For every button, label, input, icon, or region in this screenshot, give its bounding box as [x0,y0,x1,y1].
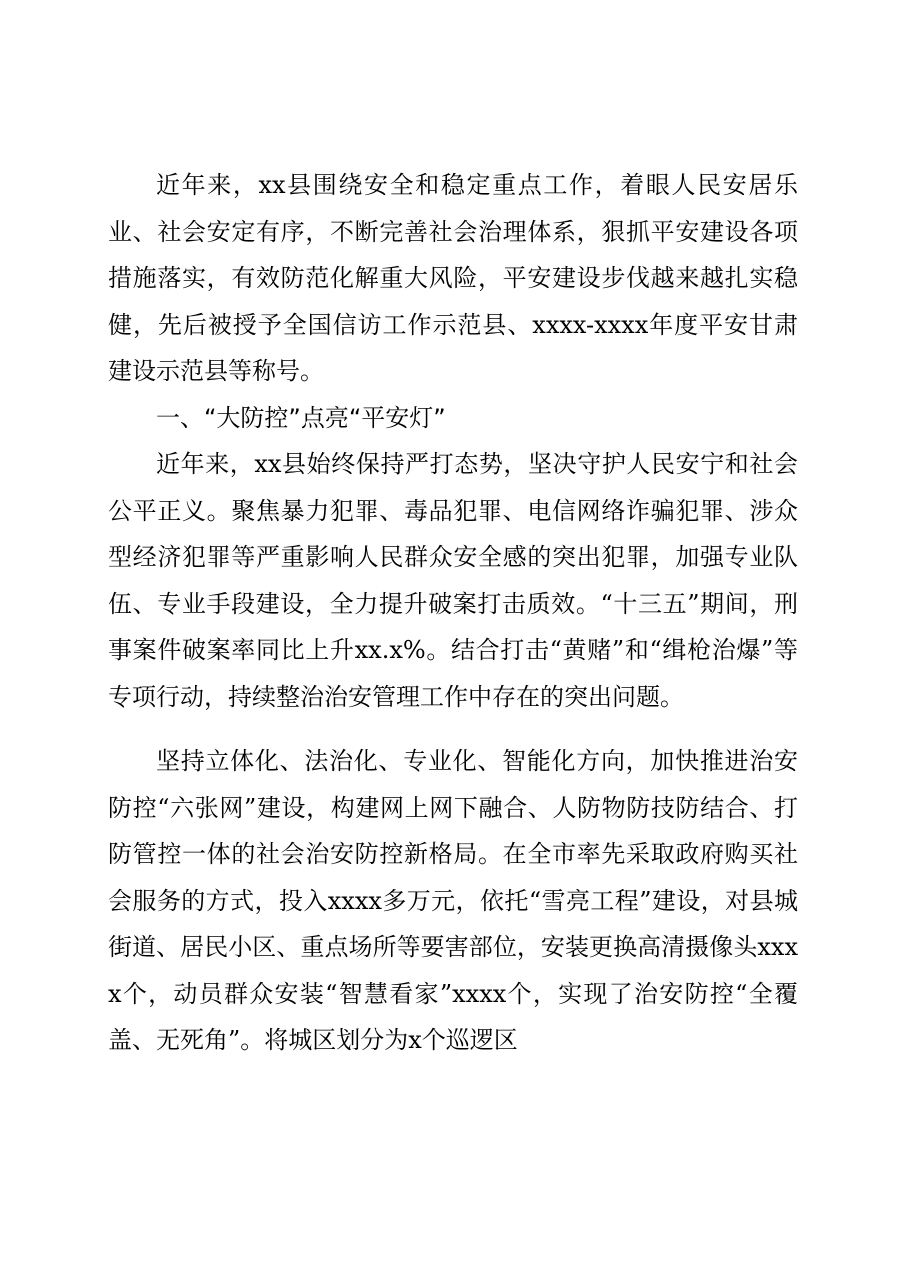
intro-paragraph: 近年来，xx县围绕安全和稳定重点工作，着眼人民安居乐业、社会安定有序，不断完善社会治理体系，狠抓平安建设各项措施落实，有效防范化解重大风险，平安建设步伐越来越扎实稳健，先后被授予全国信访工作示范县、xxxx-xxxx年度平安甘肃建设示范县等称号。 [108,171,798,385]
section-heading: 一、“大防控”点亮“平安灯” [156,403,446,432]
body-paragraph-prevention-network: 坚持立体化、法治化、专业化、智能化方向，加快推进治安防控“六张网”建设，构建网上网下融合、人防物防技防结合、打防管控一体的社会治安防控新格局。在全市率先采取政府购买社会服务的方式，投入xxxx多万元，依托“雪亮工程”建设，对县城街道、居民小区、重点场所等要害部位，安装更换高清摄像头xxxx个，动员群众安装“智慧看家”xxxx个，实现了治安防控“全覆盖、无死角”。将城区划分为x个巡逻区 [108,747,798,1054]
document-body [108,162,798,1064]
body-paragraph-crackdown: 近年来，xx县始终保持严打态势，坚决守护人民安宁和社会公平正义。聚焦暴力犯罪、毒品犯罪、电信网络诈骗犯罪、涉众型经济犯罪等严重影响人民群众安全感的突出犯罪，加强专业队伍、专业手段建设，全力提升破案打击质效。“十三五”期间，刑事案件破案率同比上升xx.x%。结合打击“黄赌”和“缉枪治爆”等专项行动，持续整治治安管理工作中存在的突出问题。 [108,450,798,711]
